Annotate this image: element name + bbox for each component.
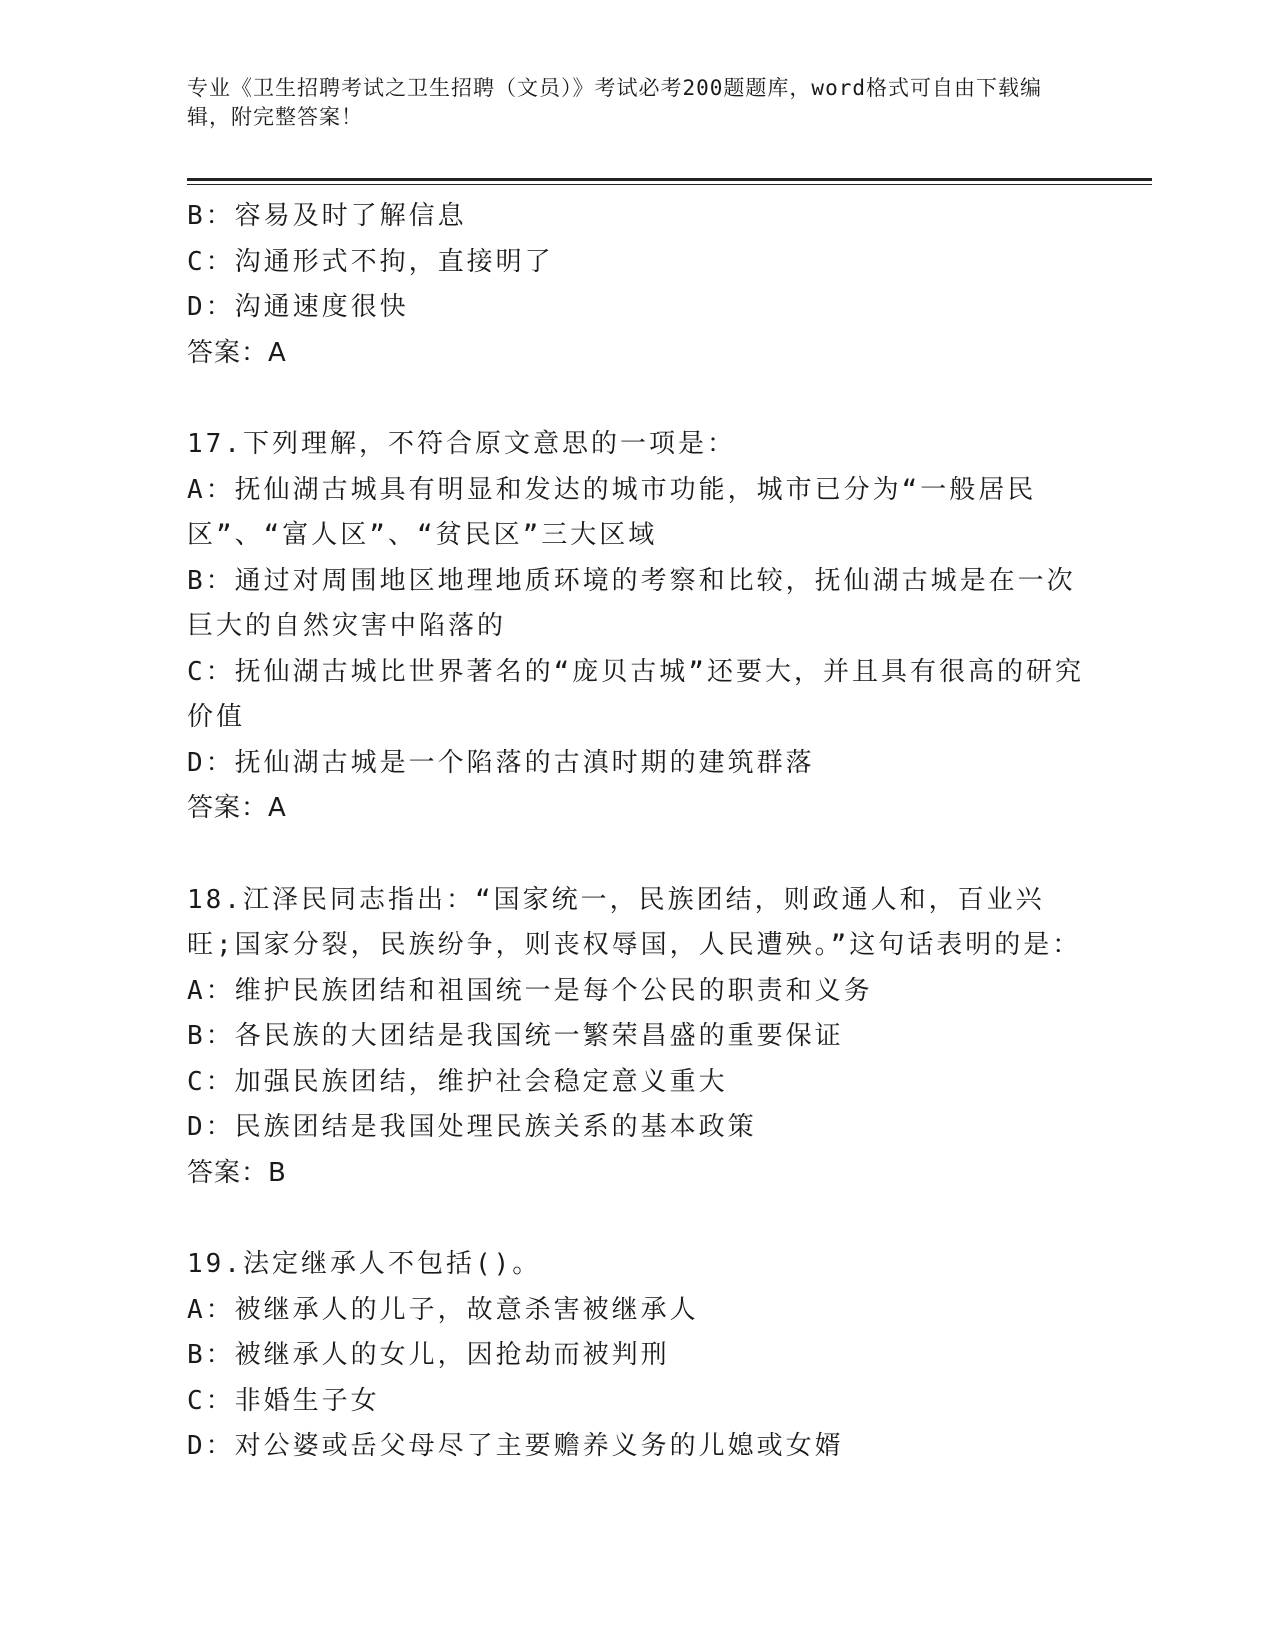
question-text: 19.法定继承人不包括()。 [187,1249,542,1279]
block-spacer [187,376,1152,422]
answer-line: 答案：A [187,337,287,368]
option-c: C：非婚生子女 [187,1385,380,1416]
question-block [187,1242,1152,1470]
option-a: A：维护民族团结和祖国统一是每个公民的职责和义务 [187,975,873,1006]
document-header: 专业《卫生招聘考试之卫生招聘（文员）》考试必考200题题库，word格式可自由下载编辑，附完整答案！ [187,76,1042,129]
answer-line: 答案：B [187,1157,287,1188]
question-block [187,878,1152,1197]
document-page [187,74,1152,1470]
question-text: 18.江泽民同志指出：“国家统一，民族团结，则政通人和，百业兴旺;国家分裂，民族纷争，则丧权辱国，人民遭殃。”这句话表明的是： [187,884,1082,960]
question-text: 17.下列理解，不符合原文意思的一项是： [187,429,736,459]
block-spacer [187,1196,1152,1242]
option-c: C：抚仙湖古城比世界著名的“庞贝古城”还要大，并且具有很高的研究价值 [187,656,1084,732]
option-c: C：加强民族团结，维护社会稳定意义重大 [187,1066,728,1097]
option-b: B：通过对周围地区地理地质环境的考察和比较，抚仙湖古城是在一次巨大的自然灾害中陷落的 [187,565,1076,641]
block-spacer [187,832,1152,878]
option-d: D：沟通速度很快 [187,292,409,322]
answer-line: 答案：A [187,793,287,823]
option-c: C：沟通形式不拘，直接明了 [187,246,554,277]
header-divider-thick [187,178,1152,181]
question-list [187,194,1152,1470]
option-b: B：被继承人的女儿，因抢劫而被判刑 [187,1340,670,1370]
question-block [187,194,1152,376]
option-b: B：容易及时了解信息 [187,201,467,231]
option-a: A：抚仙湖古城具有明显和发达的城市功能，城市已分为“一般居民区”、“富人区”、“贫民区”三大区域 [187,474,1037,550]
option-b: B：各民族的大团结是我国统一繁荣昌盛的重要保证 [187,1021,844,1051]
option-d: D：抚仙湖古城是一个陷落的古滇时期的建筑群落 [187,747,815,778]
option-d: D：民族团结是我国处理民族关系的基本政策 [187,1112,757,1142]
option-d: D：对公婆或岳父母尽了主要赡养义务的儿媳或女婿 [187,1431,844,1461]
question-block [187,422,1152,832]
option-a: A：被继承人的儿子，故意杀害被继承人 [187,1294,699,1325]
header-divider-thin [187,184,1152,185]
